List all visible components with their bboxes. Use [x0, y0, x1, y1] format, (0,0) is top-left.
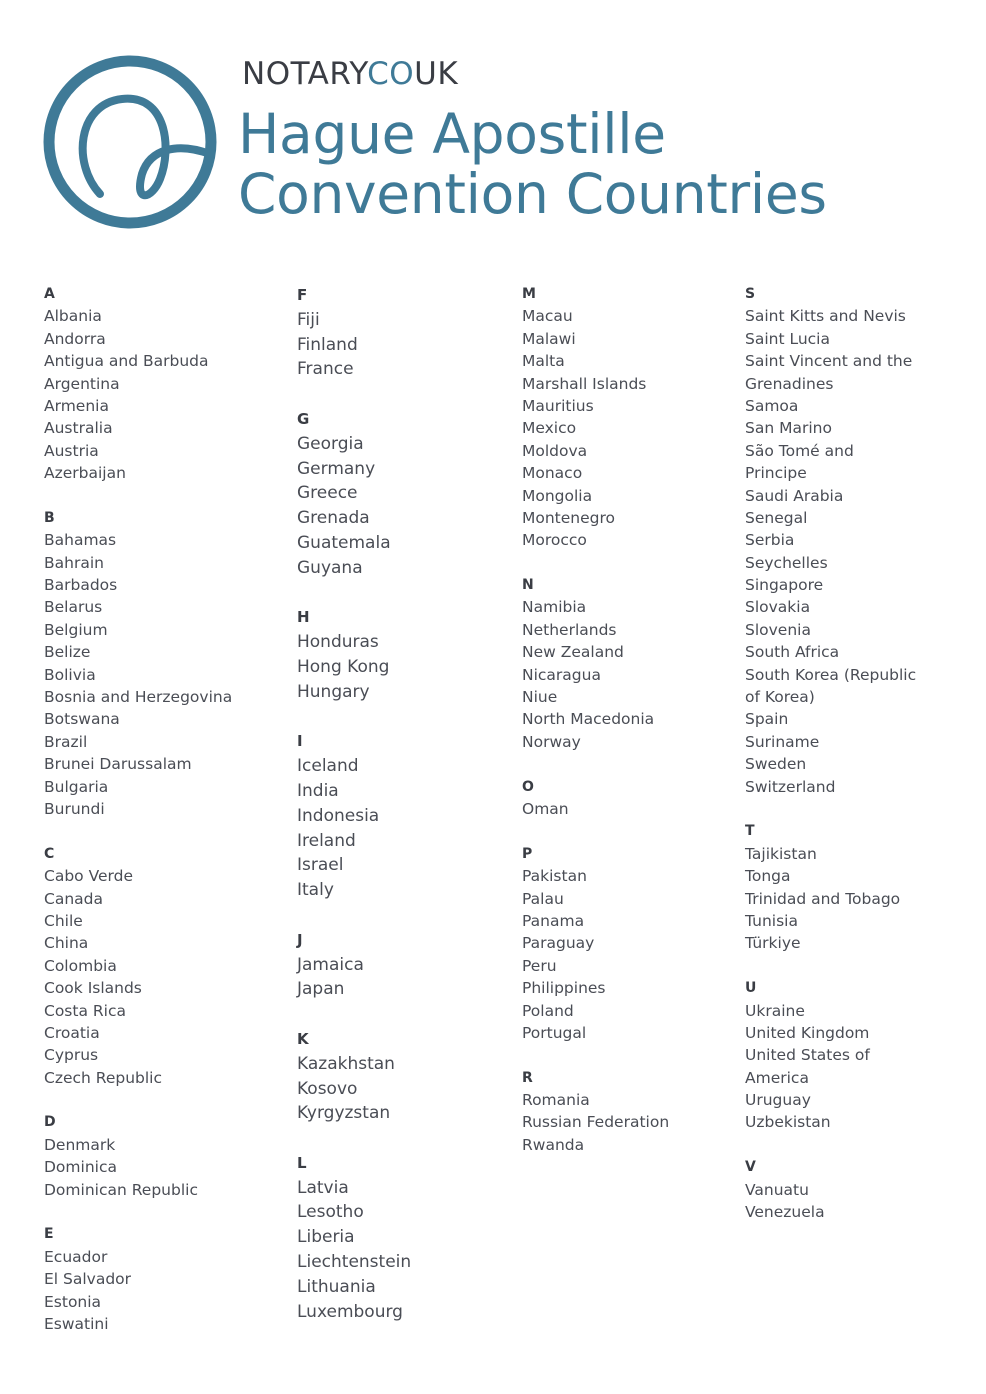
letter-heading: U: [745, 980, 757, 997]
country-item: Mongolia: [522, 486, 593, 505]
country-item: Croatia: [44, 1023, 100, 1042]
country-item: Belize: [44, 643, 91, 662]
letter-heading: K: [297, 1029, 309, 1048]
country-item: Paraguay: [522, 934, 595, 953]
letter-group: [522, 283, 742, 552]
country-item: Estonia: [44, 1292, 102, 1311]
letter-heading: T: [745, 823, 755, 840]
country-item: Guyana: [297, 557, 363, 578]
country-item: Eswatini: [44, 1314, 109, 1333]
country-item: Kyrgyzstan: [297, 1103, 391, 1124]
country-item: Cyprus: [44, 1046, 99, 1065]
brand-accent: CO: [367, 56, 415, 92]
country-item: Saint Vincent and the: [745, 352, 913, 371]
group-spacer: [297, 581, 517, 606]
country-item: Japan: [297, 979, 345, 1000]
country-item: Grenadines: [745, 374, 834, 393]
country-item: Palau: [522, 889, 564, 908]
brand-prefix: NOTARY: [242, 56, 368, 92]
country-item: Vanuatu: [745, 1180, 809, 1199]
letter-group: [522, 843, 742, 1045]
letter-group: [745, 283, 975, 798]
country-item: Fiji: [297, 309, 320, 330]
letter-group: [297, 1027, 517, 1126]
country-item: Belgium: [44, 620, 108, 639]
country-item: Samoa: [745, 396, 799, 415]
country-item: Nicaragua: [522, 665, 601, 684]
country-column-2: [297, 283, 517, 1324]
country-item: United Kingdom: [745, 1023, 870, 1042]
country-item: Colombia: [44, 956, 117, 975]
country-item: Philippines: [522, 979, 606, 998]
country-item: China: [44, 934, 89, 953]
letter-heading: F: [297, 286, 308, 304]
country-item: Botswana: [44, 710, 120, 729]
letter-group: [745, 820, 975, 954]
country-item: Singapore: [745, 576, 824, 595]
letter-group: [44, 283, 284, 485]
country-item: Denmark: [44, 1135, 116, 1154]
country-item: Brunei Darussalam: [44, 755, 192, 774]
country-item: Albania: [44, 307, 102, 326]
group-spacer: [297, 1126, 517, 1151]
country-item: North Macedonia: [522, 710, 655, 729]
country-item: Principe: [745, 464, 807, 483]
country-item: Netherlands: [522, 620, 617, 639]
letter-group: [745, 977, 975, 1134]
country-item: United States of: [745, 1046, 870, 1065]
country-item: Slovakia: [745, 598, 811, 617]
letter-group: [297, 407, 517, 581]
country-item: Serbia: [745, 531, 795, 550]
country-item: Ukraine: [745, 1001, 805, 1020]
letter-group: [297, 283, 517, 382]
letter-heading: I: [297, 732, 303, 751]
country-item: El Salvador: [44, 1270, 132, 1289]
country-item: Finland: [297, 334, 358, 355]
country-item: Hong Kong: [297, 656, 390, 677]
country-item: Türkiye: [745, 934, 801, 953]
country-item: Dominica: [44, 1158, 117, 1177]
country-item: South Korea (Republic: [745, 665, 917, 684]
group-spacer: [522, 753, 742, 775]
country-item: India: [297, 780, 339, 801]
country-item: Guatemala: [297, 532, 391, 553]
letter-heading: S: [745, 286, 756, 302]
group-spacer: [522, 552, 742, 574]
country-item: Hungary: [297, 681, 370, 702]
country-item: Indonesia: [297, 805, 380, 826]
country-item: Namibia: [522, 598, 587, 617]
country-item: Barbados: [44, 576, 118, 595]
country-item: Ireland: [297, 830, 356, 851]
country-item: South Africa: [745, 643, 840, 662]
country-item: Uruguay: [745, 1091, 811, 1110]
page-title-line-2: Convention Countries: [238, 162, 827, 226]
country-item: Morocco: [522, 531, 587, 550]
country-item: Grenada: [297, 508, 370, 529]
group-spacer: [522, 1044, 742, 1066]
letter-group: [44, 507, 284, 820]
country-item: Slovenia: [745, 620, 811, 639]
letter-group: [522, 776, 742, 821]
country-item: Niue: [522, 688, 558, 707]
country-item: São Tomé and: [745, 441, 854, 460]
country-item: Saudi Arabia: [745, 486, 844, 505]
group-spacer: [44, 820, 284, 842]
letter-heading: R: [522, 1069, 533, 1086]
country-item: Portugal: [522, 1023, 587, 1042]
country-item: Pakistan: [522, 867, 587, 886]
country-item: Dominican Republic: [44, 1180, 198, 1199]
country-item: Bulgaria: [44, 777, 109, 796]
country-item: Azerbaijan: [44, 464, 126, 483]
country-item: Saint Lucia: [745, 329, 830, 348]
country-item: Cabo Verde: [44, 867, 133, 886]
country-item: Australia: [44, 419, 113, 438]
country-item: Moldova: [522, 441, 588, 460]
country-item: Marshall Islands: [522, 374, 647, 393]
country-item: Rwanda: [522, 1135, 585, 1154]
country-item: Uzbekistan: [745, 1113, 831, 1132]
country-item: Tunisia: [745, 911, 798, 930]
country-item: Czech Republic: [44, 1068, 163, 1087]
country-item: Brazil: [44, 732, 88, 751]
country-item: Chile: [44, 911, 83, 930]
group-spacer: [745, 955, 975, 977]
country-item: Tajikistan: [745, 844, 817, 863]
letter-heading: C: [44, 845, 55, 862]
country-item: Armenia: [44, 396, 109, 415]
group-spacer: [297, 903, 517, 928]
page-title-line-1: Hague Apostille: [238, 102, 666, 166]
letter-heading: J: [297, 930, 303, 949]
letter-heading: H: [297, 608, 310, 627]
country-item: Bosnia and Herzegovina: [44, 688, 233, 707]
country-item: Honduras: [297, 632, 379, 653]
country-item: Andorra: [44, 329, 106, 348]
country-item: Bahrain: [44, 553, 104, 572]
circle-loop-logo-icon: [42, 54, 218, 230]
country-item: Macau: [522, 307, 573, 326]
country-item: Peru: [522, 956, 557, 975]
country-item: Lesotho: [297, 1202, 364, 1223]
country-item: Suriname: [745, 732, 820, 751]
country-item: Oman: [522, 799, 569, 818]
group-spacer: [297, 705, 517, 730]
country-item: Bolivia: [44, 665, 96, 684]
country-item: Mexico: [522, 419, 577, 438]
country-item: Israel: [297, 855, 344, 876]
country-item: Poland: [522, 1001, 574, 1020]
country-item: Senegal: [745, 508, 808, 527]
brand-name: [242, 54, 458, 94]
letter-group: [297, 928, 517, 1002]
country-item: Jamaica: [297, 954, 364, 975]
letter-heading: B: [44, 509, 55, 526]
country-column-4: [745, 283, 975, 1223]
country-item: Burundi: [44, 799, 105, 818]
country-item: Monaco: [522, 464, 583, 483]
page-title: [238, 104, 827, 224]
letter-group: [297, 605, 517, 704]
country-item: Russian Federation: [522, 1113, 670, 1132]
country-item: Costa Rica: [44, 1001, 126, 1020]
country-item: Kosovo: [297, 1078, 358, 1099]
letter-heading: O: [522, 778, 534, 795]
country-item: Norway: [522, 732, 581, 751]
country-item: Tonga: [745, 867, 791, 886]
country-item: New Zealand: [522, 643, 624, 662]
country-item: Luxembourg: [297, 1301, 403, 1322]
country-item: Liberia: [297, 1227, 355, 1248]
letter-group: [297, 1151, 517, 1325]
country-item: Seychelles: [745, 553, 828, 572]
group-spacer: [745, 1134, 975, 1156]
country-item: France: [297, 359, 354, 380]
country-item: Switzerland: [745, 777, 836, 796]
group-spacer: [44, 1201, 284, 1223]
country-item: Sweden: [745, 755, 807, 774]
country-item: Panama: [522, 911, 585, 930]
letter-group: [522, 1067, 742, 1157]
letter-group: [297, 729, 517, 903]
letter-heading: A: [44, 286, 55, 302]
letter-heading: V: [745, 1159, 756, 1176]
brand-suffix: UK: [414, 56, 459, 92]
country-item: Argentina: [44, 374, 120, 393]
letter-group: [522, 574, 742, 753]
letter-heading: P: [522, 845, 533, 862]
country-item: Saint Kitts and Nevis: [745, 307, 906, 326]
country-item: of Korea): [745, 688, 815, 707]
country-column-1: [44, 283, 284, 1335]
country-item: Kazakhstan: [297, 1053, 395, 1074]
letter-group: [44, 843, 284, 1089]
country-item: Iceland: [297, 756, 359, 777]
country-item: Greece: [297, 483, 358, 504]
group-spacer: [522, 820, 742, 842]
country-item: Montenegro: [522, 508, 616, 527]
letter-heading: E: [44, 1226, 54, 1243]
letter-group: [745, 1156, 975, 1223]
country-item: Liechtenstein: [297, 1252, 412, 1273]
country-item: Mauritius: [522, 396, 594, 415]
country-item: Ecuador: [44, 1247, 108, 1266]
letter-heading: G: [297, 409, 310, 428]
country-item: Canada: [44, 889, 103, 908]
country-item: Belarus: [44, 598, 103, 617]
letter-heading: L: [297, 1153, 307, 1172]
group-spacer: [44, 1089, 284, 1111]
country-item: Spain: [745, 710, 789, 729]
group-spacer: [44, 485, 284, 507]
country-item: Romania: [522, 1091, 590, 1110]
letter-group: [44, 1111, 284, 1201]
country-item: Germany: [297, 458, 376, 479]
country-item: Austria: [44, 441, 99, 460]
letter-group: [44, 1223, 284, 1335]
country-item: Venezuela: [745, 1203, 825, 1222]
letter-heading: N: [522, 577, 534, 594]
country-column-3: [522, 283, 742, 1156]
country-item: Italy: [297, 880, 334, 901]
group-spacer: [297, 1002, 517, 1027]
country-item: America: [745, 1068, 809, 1087]
letter-heading: D: [44, 1114, 56, 1131]
country-item: Lithuania: [297, 1276, 376, 1297]
country-item: Latvia: [297, 1177, 349, 1198]
group-spacer: [297, 382, 517, 407]
letter-heading: M: [522, 286, 536, 302]
country-item: Malta: [522, 352, 565, 371]
country-item: San Marino: [745, 419, 832, 438]
country-item: Trinidad and Tobago: [745, 889, 901, 908]
country-item: Cook Islands: [44, 979, 142, 998]
country-item: Bahamas: [44, 531, 117, 550]
country-item: Antigua and Barbuda: [44, 352, 209, 371]
country-item: Georgia: [297, 433, 364, 454]
country-item: Malawi: [522, 329, 576, 348]
group-spacer: [745, 798, 975, 820]
